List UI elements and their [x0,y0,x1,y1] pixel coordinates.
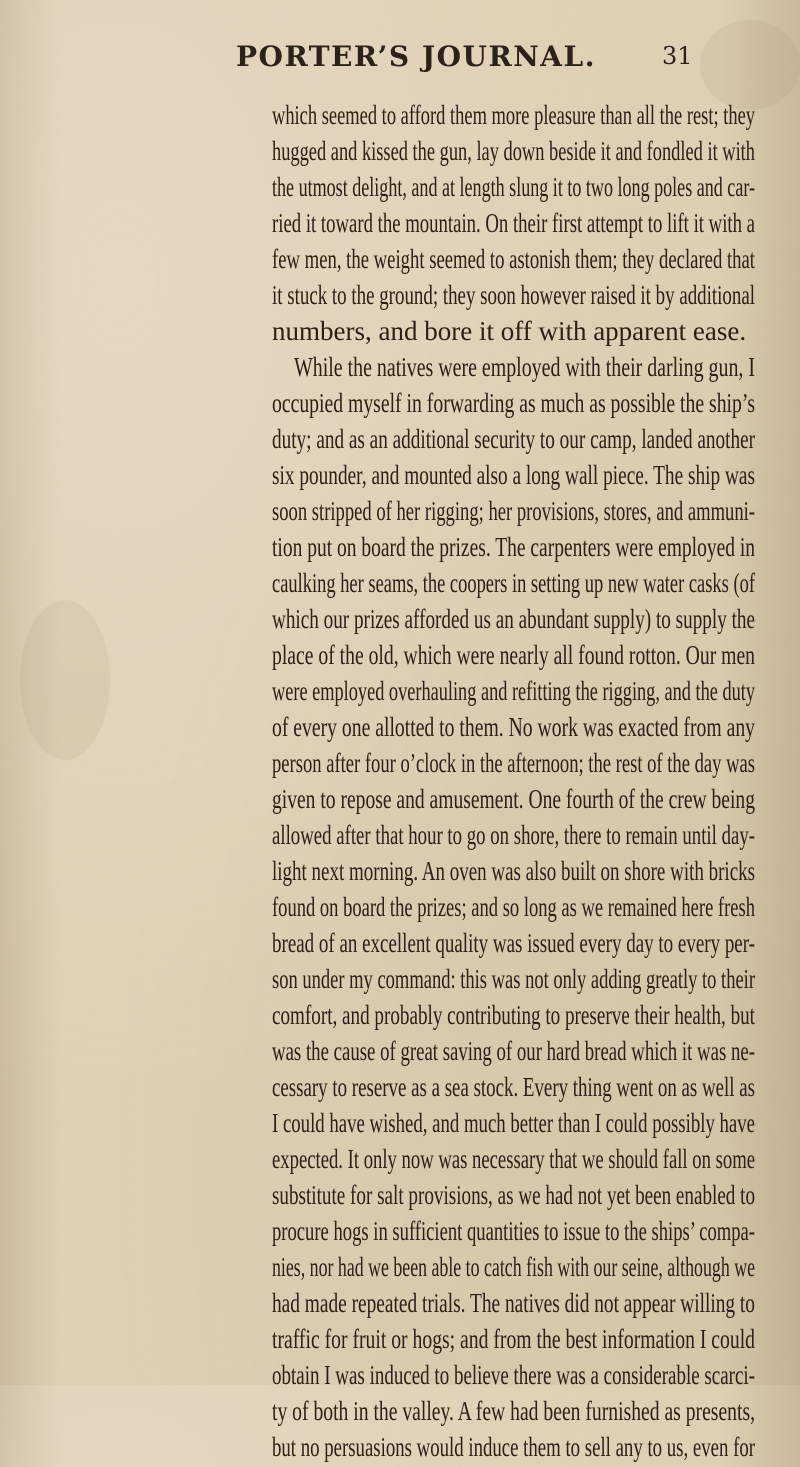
text-line: of every one allotted to them. No work was exacted from any [272,712,755,742]
text-line: given to repose and amusement. One fourth of the crew being [272,784,755,814]
text-line: were employed overhauling and refitting the rigging, and the duty [272,676,755,706]
text-line: bread of an excellent quality was issued every day to every per- [272,928,755,958]
text-line: which our prizes afforded us an abundant supply) to supply the [272,604,755,634]
text-line: procure hogs in sufficient quantities to issue to the ships’ compa- [272,1216,755,1246]
text-line: numbers, and bore it off with apparent ease. [272,316,747,346]
running-head [0,40,800,90]
text-line: tion put on board the prizes. The carpenters were employed in [272,532,755,562]
text-line: While the natives were employed with their darling gun, I [294,352,755,382]
text-line: six pounder, and mounted also a long wall piece. The ship was [272,460,755,490]
text-line: ty of both in the valley. A few had been furnished as presents, [272,1396,755,1426]
text-line: occupied myself in forwarding as much as possible the ship’s [272,388,755,418]
text-line: but no persuasions would induce them to sell any to us, even for [272,1432,755,1462]
text-line: which seemed to afford them more pleasure than all the rest; they [272,100,755,130]
text-line: son under my command: this was not only adding greatly to their [272,964,755,994]
text-line: substitute for salt provisions, as we had not yet been enabled to [272,1180,755,1210]
text-line: hugged and kissed the gun, lay down beside it and fondled it with [272,136,755,166]
paper-stain [20,600,110,760]
text-line: ried it toward the mountain. On their first attempt to lift it with a [272,208,755,238]
text-line: obtain I was induced to believe there was a considerable scarci- [272,1360,755,1390]
text-line: expected. It only now was necessary that we should fall on some [272,1144,755,1174]
text-line: nies, nor had we been able to catch fish with our seine, although we [272,1252,755,1282]
text-line: cessary to reserve as a sea stock. Every thing went on as well as [272,1072,755,1102]
text-line: was the cause of great saving of our hard bread which it was ne- [272,1036,755,1066]
text-line: few men, the weight seemed to astonish them; they declared that [272,244,755,274]
text-line: had made repeated trials. The natives did not appear willing to [272,1288,755,1318]
text-line: light next morning. An oven was also built on shore with bricks [272,856,755,886]
text-line: person after four o’clock in the afternoon; the rest of the day was [272,748,755,778]
text-line: place of the old, which were nearly all found rotton. Our men [272,640,755,670]
text-line: found on board the prizes; and so long as we remained here fresh [272,892,755,922]
text-line: duty; and as an additional security to our camp, landed another [272,424,755,454]
text-line: allowed after that hour to go on shore, there to remain until day- [272,820,755,850]
page-number: 31 [662,42,693,70]
text-line: caulking her seams, the coopers in setting up new water casks (of [272,568,755,598]
running-title: PORTER’S JOURNAL. [236,40,596,73]
text-line: the utmost delight, and at length slung it to two long poles and car- [272,172,755,202]
text-line: soon stripped of her rigging; her provisions, stores, and ammuni- [272,496,755,526]
text-line: it stuck to the ground; they soon however raised it by additional [272,280,755,310]
text-line: I could have wished, and much better than I could possibly have [272,1108,755,1138]
text-line: traffic for fruit or hogs; and from the best information I could [272,1324,755,1354]
text-line: comfort, and probably contributing to preserve their health, but [272,1000,755,1030]
